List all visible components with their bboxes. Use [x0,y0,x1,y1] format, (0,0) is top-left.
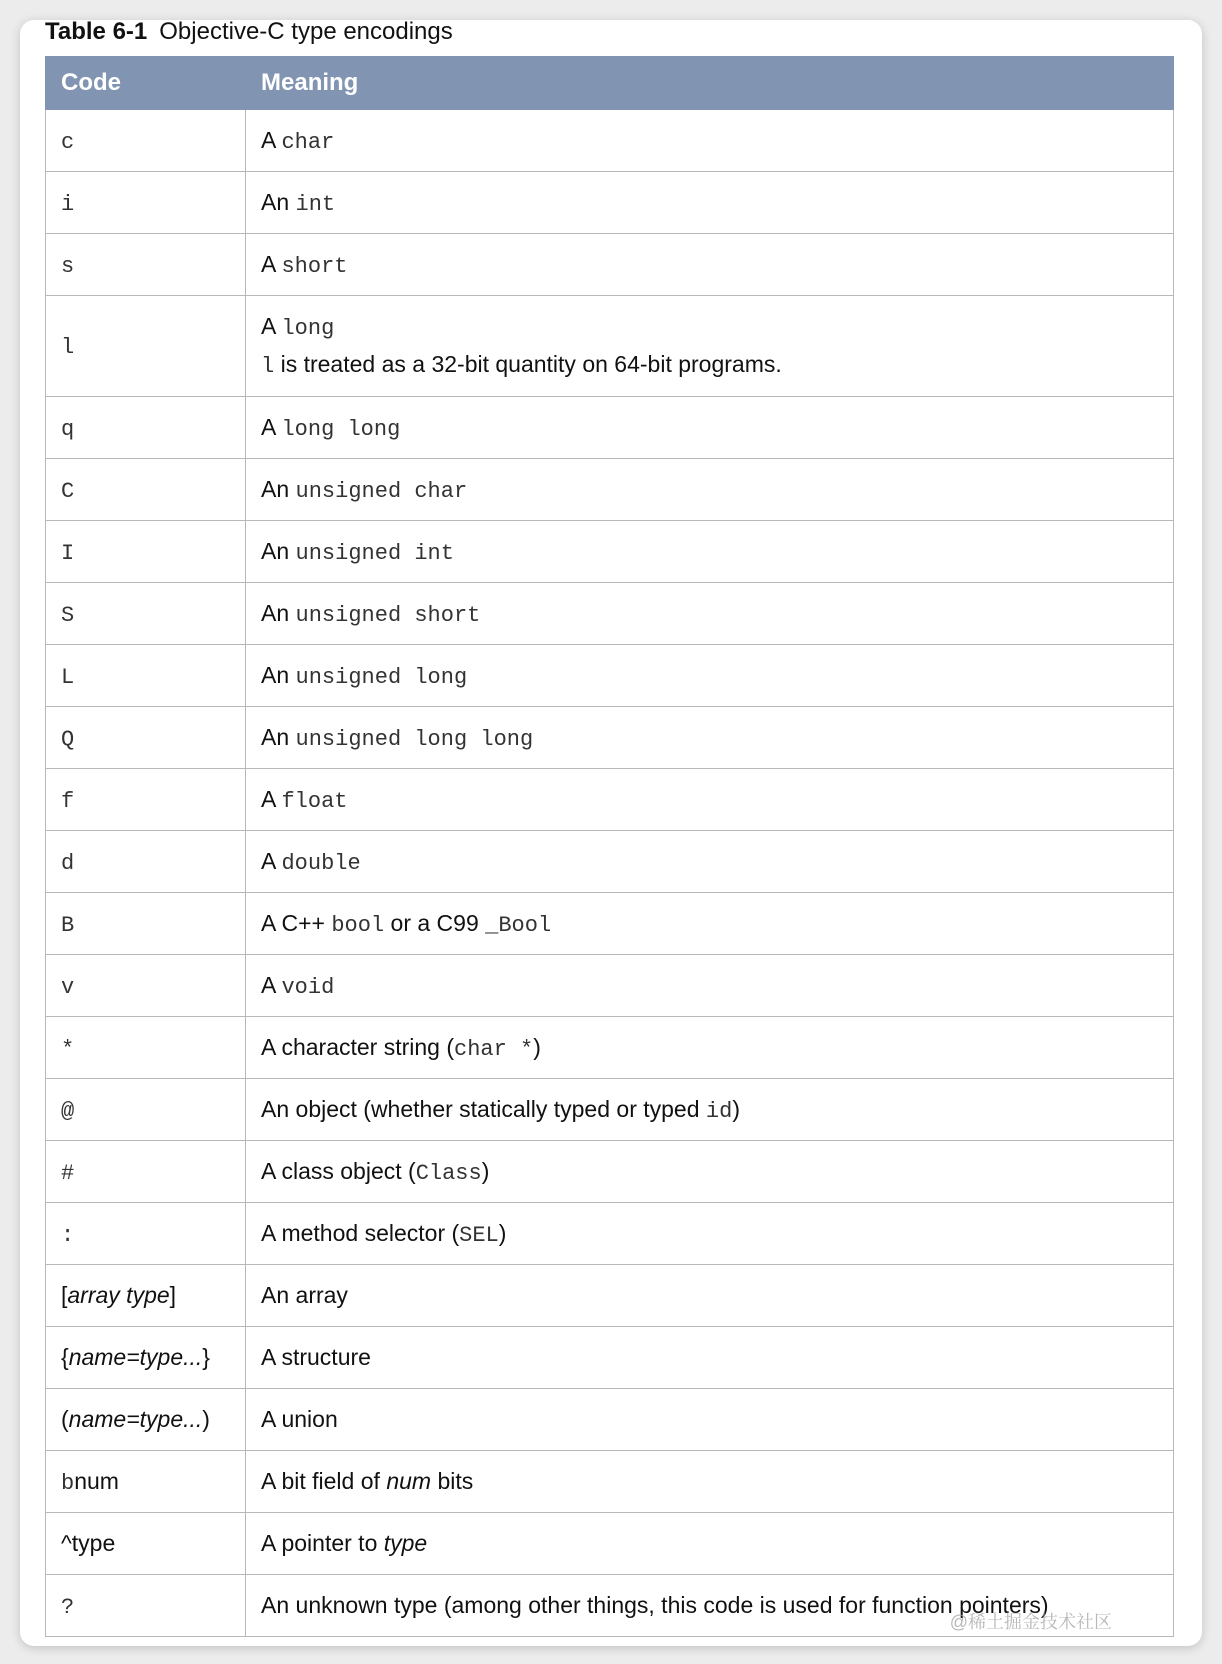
code-value: B [61,912,75,938]
table-header-row [46,57,1174,110]
meaning-code: int [295,191,336,217]
code-text: num [74,1467,119,1494]
code-placeholder: array type [67,1282,170,1308]
code-cell [46,769,246,831]
meaning-cell [246,1389,1174,1451]
meaning-text: A [261,313,282,339]
table-row [46,769,1174,831]
code-cell [46,955,246,1017]
table-row [46,583,1174,645]
meaning-text: An [261,599,296,626]
meaning-text: An [261,475,296,502]
meaning-text: An object (whether statically typed or typed [261,1095,706,1122]
code-cell [46,583,246,645]
meaning-note [261,351,1173,379]
code-value: s [61,253,75,279]
code-cell [46,521,246,583]
code-bracket: } [202,1344,210,1370]
code-value: b [61,1470,75,1496]
code-cell [46,172,246,234]
meaning-code: Class [415,1160,482,1186]
code-value: i [61,191,75,217]
meaning-text: A character string ( [261,1033,455,1060]
table-row [46,893,1174,955]
table-row [46,172,1174,234]
meaning-text: A [261,847,282,874]
meaning-text: A [261,971,282,998]
table-row [46,955,1174,1017]
meaning-code: unsigned int [295,540,454,566]
meaning-code: char [281,129,335,155]
table-row [46,110,1174,172]
meaning-text: A method selector ( [261,1219,460,1246]
note-code: l [261,354,275,379]
meaning-code: long long [281,416,401,442]
meaning-text: A [261,413,282,440]
table-title: Objective-C type encodings [159,18,453,45]
code-cell [46,893,246,955]
meaning-cell [246,1203,1174,1265]
table-row [46,1389,1174,1451]
code-value: Q [61,726,75,752]
code-value: d [61,850,75,876]
meaning-code: char * [454,1036,534,1062]
meaning-cell [246,459,1174,521]
code-bracket: { [61,1344,69,1370]
meaning-code: unsigned char [295,478,468,504]
header-meaning: Meaning [246,57,1174,110]
meaning-text: or a C99 [384,909,486,936]
code-cell [46,707,246,769]
table-row [46,1017,1174,1079]
meaning-emphasis: num [386,1468,432,1494]
meaning-cell [246,397,1174,459]
meaning-cell [246,831,1174,893]
code-value: v [61,974,75,1000]
code-cell [46,1389,246,1451]
code-value: # [61,1160,75,1186]
meaning-code: SEL [459,1222,499,1248]
meaning-cell [246,645,1174,707]
meaning-cell [246,234,1174,296]
code-cell [46,831,246,893]
meaning-text: ) [732,1095,740,1122]
meaning-text: A class object ( [261,1157,416,1184]
meaning-cell [246,1451,1174,1513]
table-row [46,645,1174,707]
note-text: is treated as a 32-bit quantity on 64-bit programs. [274,351,782,377]
table-caption [45,18,453,46]
meaning-text: An [261,723,296,750]
code-placeholder: name=type... [68,1344,203,1370]
code-cell [46,234,246,296]
code-value: c [61,129,75,155]
code-value: ? [61,1594,75,1620]
meaning-code: double [281,850,361,876]
code-cell [46,1513,246,1575]
meaning-code: bool [331,912,385,938]
code-cell [46,1265,246,1327]
code-cell [46,296,246,397]
table-row [46,1513,1174,1575]
meaning-text: ) [498,1219,507,1246]
meaning-text: bits [431,1468,474,1494]
meaning-text: A [261,785,282,812]
meaning-cell [246,1141,1174,1203]
code-cell [46,1141,246,1203]
code-value: ^type [61,1530,116,1556]
code-cell [46,397,246,459]
code-cell [46,1575,246,1637]
meaning-text: A [261,126,282,153]
table-row [46,707,1174,769]
meaning-text: An [261,188,296,215]
meaning-text: An unknown type (among other things, this code is used for function pointers) [261,1592,1049,1618]
table-row [46,831,1174,893]
meaning-cell [246,893,1174,955]
meaning-text: A bit field of [261,1468,387,1494]
code-value: I [61,540,75,566]
meaning-cell [246,1513,1174,1575]
code-bracket: ) [202,1406,210,1432]
table-row [46,1265,1174,1327]
code-value: l [61,335,75,360]
code-bracket: ] [169,1282,177,1308]
watermark: @稀土掘金技术社区 [949,1612,1112,1632]
code-bracket: [ [61,1282,68,1308]
table-row [46,1079,1174,1141]
code-cell [46,1451,246,1513]
code-cell [46,1017,246,1079]
meaning-code: float [281,788,348,814]
meaning-cell [246,521,1174,583]
code-value: L [61,664,75,690]
meaning-cell [246,296,1174,397]
code-value: * [61,1036,75,1062]
meaning-text: A structure [261,1344,371,1370]
table-row [46,234,1174,296]
meaning-cell [246,1327,1174,1389]
meaning-text: An array [261,1282,348,1308]
table-row [46,1203,1174,1265]
table-row [46,1451,1174,1513]
code-value: C [61,478,75,504]
code-cell [46,459,246,521]
meaning-cell [246,1017,1174,1079]
meaning-text: A union [261,1406,338,1432]
meaning-cell [246,1265,1174,1327]
code-value: : [61,1222,75,1248]
code-value: f [61,788,75,814]
table-number: Table 6-1 [45,18,148,45]
table-row [46,459,1174,521]
meaning-code: _Bool [485,912,552,938]
meaning-code: unsigned long long [295,726,534,752]
meaning-text: A pointer to [261,1530,384,1556]
table-row [46,1327,1174,1389]
meaning-text: An [261,661,296,688]
meaning-cell [246,583,1174,645]
meaning-cell [246,707,1174,769]
code-value: S [61,602,75,628]
meaning-cell [246,172,1174,234]
table-row [46,296,1174,397]
meaning-text: ) [533,1033,541,1060]
meaning-code: void [281,974,335,1000]
meaning-code: long [281,316,335,341]
meaning-cell [246,769,1174,831]
table-row [46,521,1174,583]
meaning-text: An [261,537,296,564]
meaning-text: A C++ [261,909,332,936]
meaning-cell [246,1079,1174,1141]
meaning-text: ) [481,1157,490,1184]
code-value: @ [61,1098,75,1124]
code-bracket: ( [61,1406,69,1432]
meaning-code: unsigned short [295,602,481,628]
code-cell [46,645,246,707]
code-value: q [61,416,75,442]
code-cell [46,1203,246,1265]
meaning-code: short [281,253,348,279]
code-cell [46,1079,246,1141]
code-placeholder: name=type... [68,1406,203,1432]
table-row [46,1141,1174,1203]
meaning-code: id [705,1098,733,1124]
meaning-text: A [261,250,282,277]
meaning-cell [246,110,1174,172]
code-cell [46,110,246,172]
code-cell [46,1327,246,1389]
type-encodings-table [45,56,1174,1637]
meaning-code: unsigned long [295,664,468,690]
header-code: Code [46,57,246,110]
meaning-cell [246,955,1174,1017]
table-row [46,397,1174,459]
meaning-emphasis: type [383,1530,428,1556]
